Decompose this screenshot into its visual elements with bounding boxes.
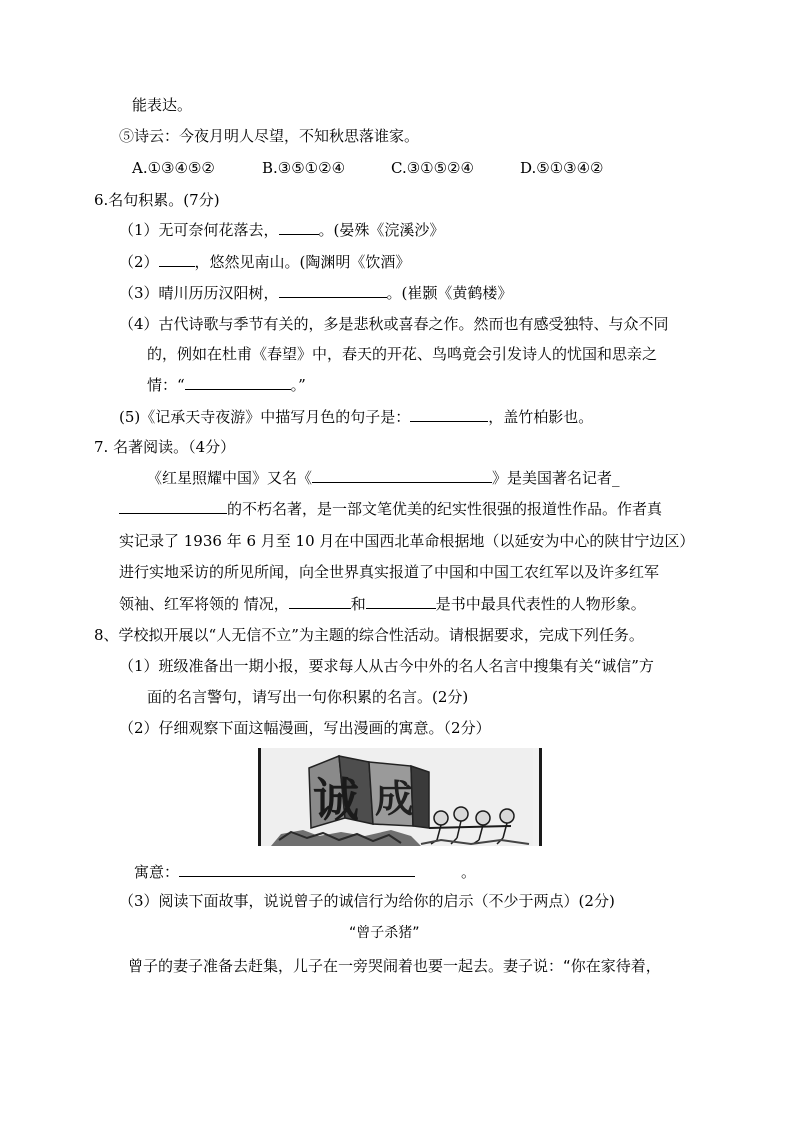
q7-text-5a: 领袖、红军将领的 情况， xyxy=(119,595,289,613)
cartoon-image xyxy=(258,748,542,846)
question-6-2 xyxy=(119,252,410,272)
cartoon-illustration xyxy=(261,748,533,846)
story-title: “曾子杀猪” xyxy=(349,925,420,941)
answer-blank[interactable] xyxy=(279,220,319,235)
q6-2-text-b: ，悠然见南山。(陶渊明《饮酒》 xyxy=(194,253,411,271)
q6-5-text-a: (5)《记承天寺夜游》中描写月色的句子是： xyxy=(119,408,411,426)
answer-blank[interactable] xyxy=(289,594,351,609)
meaning-blank[interactable] xyxy=(179,862,415,877)
q6-4-text-c: 情：“ xyxy=(147,376,185,394)
option-a: A.①③④⑤② xyxy=(132,159,215,177)
meaning-end: 。 xyxy=(461,863,477,881)
question-8-2: （2）仔细观察下面这幅漫画，写出漫画的寓意。（2分） xyxy=(119,719,491,737)
question-6-1 xyxy=(119,220,444,240)
meaning-label: 寓意： xyxy=(134,863,180,881)
q6-3-text-a: （3）晴川历历汉阳树， xyxy=(119,284,279,302)
meaning-answer-line xyxy=(134,862,476,882)
answer-blank[interactable] xyxy=(185,375,291,390)
answer-blank[interactable] xyxy=(312,468,492,483)
question-7-line-3: 实记录了 1936 年 6 月至 10 月在中国西北革命根据地（以延安为中心的陕甘宁边区） xyxy=(119,532,695,550)
q6-2-text-a: （2） xyxy=(119,253,159,271)
q6-3-text-b: 。(崔颢《黄鹤楼》 xyxy=(386,284,513,302)
question-8-title: 8、学校拟开展以“人无信不立”为主题的综合性活动。请根据要求，完成下列任务。 xyxy=(94,626,644,644)
answer-blank[interactable] xyxy=(159,252,195,267)
line-item-5: ⑤诗云：今夜月明人尽望，不知秋思落谁家。 xyxy=(119,127,420,145)
option-d: D.⑤①③④② xyxy=(520,159,604,177)
q6-4-text-d: 。” xyxy=(290,376,306,394)
question-8-1-line-2: 面的名言警句，请写出一句你积累的名言。(2分) xyxy=(147,688,469,706)
question-8-3: （3）阅读下面故事，说说曾子的诚信行为给你的启示（不少于两点）(2分) xyxy=(119,892,615,910)
answer-blank[interactable] xyxy=(410,407,488,422)
q7-text-5c: 是书中最具代表性的人物形象。 xyxy=(435,595,646,613)
question-7-title: 7. 名著阅读。（4分） xyxy=(94,438,236,456)
question-6-4-line-3 xyxy=(147,375,306,395)
q6-5-text-b: ，盖竹柏影也。 xyxy=(488,408,594,426)
q7-text-b: 》是美国著名记者_ xyxy=(492,469,620,487)
question-8-1-line-1: （1）班级准备出一期小报，要求每人从古今中外的名人名言中搜集有关“诚信”方 xyxy=(119,657,654,675)
option-c: C.③①⑤②④ xyxy=(391,159,474,177)
answer-blank[interactable] xyxy=(366,594,436,609)
q7-text-a: 《红星照耀中国》又名《 xyxy=(147,469,313,487)
q7-text-5b: 和 xyxy=(350,595,366,613)
question-6-5 xyxy=(119,407,593,427)
question-7-line-4: 进行实地采访的所见所闻，向全世界真实报道了中国和中国工农红军以及许多红军 xyxy=(119,563,660,581)
answer-blank[interactable] xyxy=(119,499,227,514)
story-text: 曾子的妻子准备去赶集，儿子在一旁哭闹着也要一起去。妻子说：“你在家待着， xyxy=(128,957,661,975)
option-b: B.③⑤①②④ xyxy=(262,159,346,177)
question-6-3 xyxy=(119,283,512,303)
question-6-4-line-1: （4）古代诗歌与季节有关的，多是悲秋或喜春之作。然而也有感受独特、与众不同 xyxy=(119,315,669,333)
q6-1-text-a: （1）无可奈何花落去， xyxy=(119,221,279,239)
q7-text-2: 的不朽名著，是一部文笔优美的纪实性很强的报道性作品。作者真 xyxy=(227,500,663,518)
answer-blank[interactable] xyxy=(279,283,387,298)
cartoon-char-second: 成 xyxy=(375,776,414,821)
question-7-line-5 xyxy=(119,594,646,614)
q6-1-text-b: 。(晏殊《浣溪沙》 xyxy=(318,221,445,239)
question-6-4-line-2: 的，例如在杜甫《春望》中，春天的开花、鸟鸣竟会引发诗人的忧国和思亲之 xyxy=(147,345,658,363)
question-6-title: 6.名句积累。(7分) xyxy=(94,191,220,209)
question-7-line-2 xyxy=(119,499,662,519)
question-7-line-1 xyxy=(147,468,620,488)
cartoon-char-main: 诚 xyxy=(313,773,359,827)
line-prev-continuation: 能表达。 xyxy=(132,96,193,114)
